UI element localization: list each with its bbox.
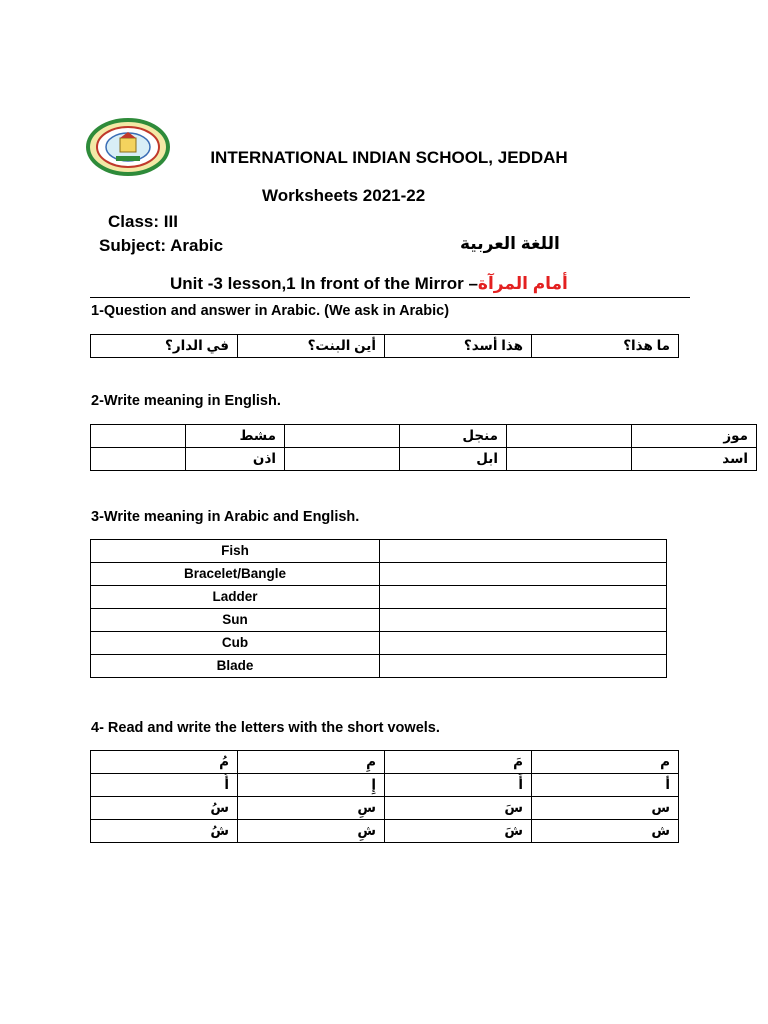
section1-table: [90, 334, 679, 358]
letter-cell: سِ: [238, 797, 385, 820]
letter-cell: أَ: [385, 774, 532, 797]
table-row: [91, 797, 679, 820]
english-word-cell: Bracelet/Bangle: [91, 563, 380, 586]
word-cell: اسد: [632, 448, 757, 471]
table-row: [91, 448, 757, 471]
word-cell: منجل: [400, 425, 507, 448]
subject-label: Subject: Arabic: [99, 236, 224, 255]
unit-title: [170, 274, 568, 294]
section1-heading: 1-Question and answer in Arabic. (We ask in Arabic): [91, 303, 450, 319]
letter-cell: سُ: [91, 797, 238, 820]
word-cell: موز: [632, 425, 757, 448]
table-row: [91, 820, 679, 843]
letter-cell: مُ: [91, 751, 238, 774]
section4-table: [90, 750, 679, 843]
answer-cell[interactable]: [285, 425, 400, 448]
section2-table: [90, 424, 757, 471]
english-word-cell: Blade: [91, 655, 380, 678]
english-word-cell: Ladder: [91, 586, 380, 609]
table-row: [91, 335, 679, 358]
table-row: [91, 586, 667, 609]
answer-cell[interactable]: [285, 448, 400, 471]
letter-cell: مَ: [385, 751, 532, 774]
english-word-cell: Cub: [91, 632, 380, 655]
answer-cell[interactable]: [91, 425, 186, 448]
subject-arabic: اللغة العربية: [460, 234, 560, 253]
letter-cell: مِ: [238, 751, 385, 774]
word-cell: اذن: [186, 448, 285, 471]
letter-cell: إِ: [238, 774, 385, 797]
answer-cell[interactable]: [91, 448, 186, 471]
letter-cell: شَ: [385, 820, 532, 843]
letter-cell: أُ: [91, 774, 238, 797]
english-word-cell: Sun: [91, 609, 380, 632]
word-cell: ابل: [400, 448, 507, 471]
school-name: INTERNATIONAL INDIAN SCHOOL, JEDDAH: [210, 148, 568, 167]
header-divider: [90, 297, 690, 298]
answer-cell[interactable]: [380, 632, 667, 655]
class-label: Class: III: [108, 212, 178, 231]
word-cell: مشط: [186, 425, 285, 448]
table-row: [91, 540, 667, 563]
table-row: [91, 425, 757, 448]
question-cell: أين البنت؟: [238, 335, 385, 358]
answer-cell[interactable]: [380, 563, 667, 586]
section2-heading: 2-Write meaning in English.: [91, 393, 281, 409]
letter-cell: شِ: [238, 820, 385, 843]
unit-title-arabic: أمام المرآة: [477, 274, 568, 293]
table-row: [91, 563, 667, 586]
answer-cell[interactable]: [380, 655, 667, 678]
unit-title-english: Unit -3 lesson,1 In front of the Mirror –: [170, 274, 478, 293]
answer-cell[interactable]: [380, 586, 667, 609]
letter-cell: س: [532, 797, 679, 820]
letter-cell: أ: [532, 774, 679, 797]
worksheet-year: Worksheets 2021-22: [262, 186, 426, 205]
section3-heading: 3-Write meaning in Arabic and English.: [91, 509, 360, 525]
question-cell: في الدار؟: [91, 335, 238, 358]
answer-cell[interactable]: [380, 609, 667, 632]
answer-cell[interactable]: [380, 540, 667, 563]
letter-cell: شُ: [91, 820, 238, 843]
answer-cell[interactable]: [507, 448, 632, 471]
english-word-cell: Fish: [91, 540, 380, 563]
letter-cell: ش: [532, 820, 679, 843]
table-row: [91, 609, 667, 632]
table-row: [91, 632, 667, 655]
table-row: [91, 655, 667, 678]
table-row: [91, 774, 679, 797]
letter-cell: م: [532, 751, 679, 774]
section3-table: [90, 539, 667, 678]
letter-cell: سَ: [385, 797, 532, 820]
answer-cell[interactable]: [507, 425, 632, 448]
section4-heading: 4- Read and write the letters with the short vowels.: [91, 720, 440, 736]
table-row: [91, 751, 679, 774]
question-cell: ما هذا؟: [532, 335, 679, 358]
question-cell: هذا أسد؟: [385, 335, 532, 358]
